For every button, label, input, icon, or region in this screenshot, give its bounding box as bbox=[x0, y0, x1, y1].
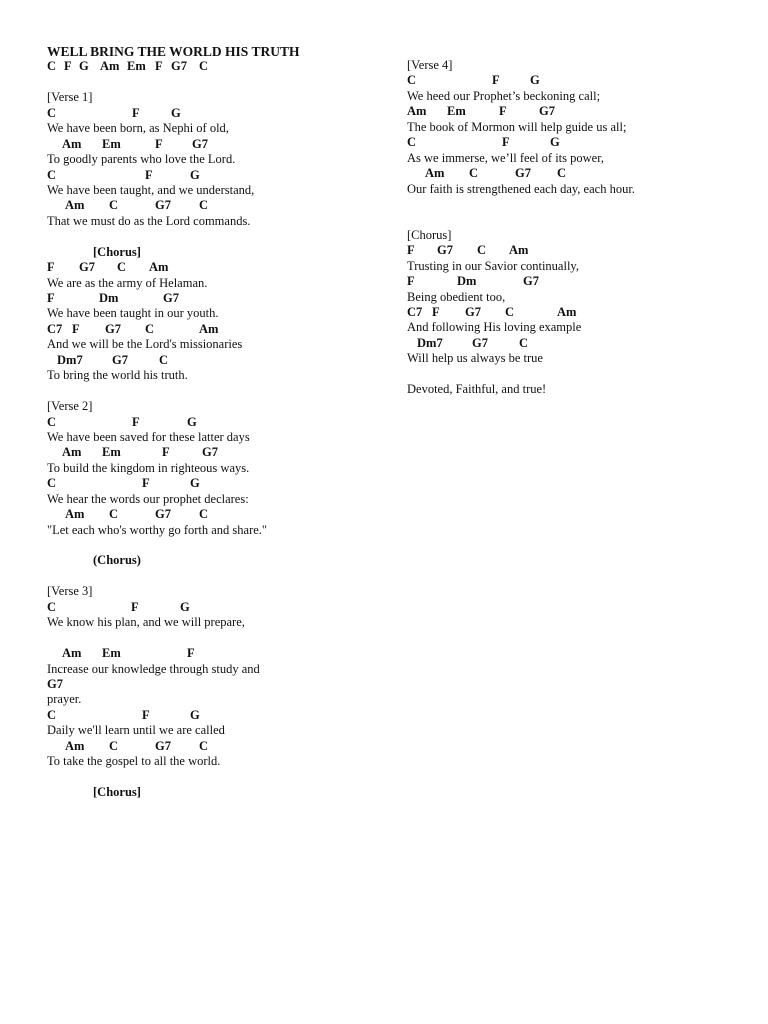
chord-line bbox=[47, 415, 377, 430]
chord: F bbox=[72, 321, 80, 336]
lyric-line: To build the kingdom in righteous ways. bbox=[47, 460, 250, 475]
lyric-line: Our faith is strengthened each day, each hour. bbox=[407, 181, 635, 196]
lyric-line: prayer. bbox=[47, 692, 82, 707]
chord: Dm7 bbox=[57, 352, 83, 367]
lyric-line: Increase our knowledge through study and bbox=[47, 661, 260, 676]
lyric-line: To bring the world his truth. bbox=[47, 368, 188, 383]
chord: G bbox=[187, 414, 197, 429]
section-label: [Verse 1] bbox=[47, 90, 93, 105]
chord: G bbox=[171, 105, 181, 120]
chord: C bbox=[407, 135, 417, 150]
blank-line bbox=[47, 770, 377, 785]
chord: Em bbox=[102, 646, 121, 661]
lyric-line: To take the gospel to all the world. bbox=[47, 754, 221, 769]
chord-line bbox=[407, 305, 737, 320]
chord: F bbox=[407, 274, 415, 289]
lyric-line: Trusting in our Savior continually, bbox=[407, 258, 579, 273]
chord: F bbox=[145, 167, 153, 182]
chord: G7 bbox=[515, 166, 531, 181]
chord: G7 bbox=[202, 445, 218, 460]
blank-line bbox=[47, 229, 377, 244]
chord: F bbox=[432, 305, 440, 319]
lyric-line: And following His loving example bbox=[407, 320, 582, 335]
chord: C bbox=[407, 73, 417, 88]
chord-line bbox=[47, 708, 377, 723]
lyric-line: Will help us always be true bbox=[407, 351, 543, 366]
lyric-line: As we immerse, we’ll feel of its power, bbox=[407, 150, 605, 165]
chord-line bbox=[47, 291, 377, 306]
chord: G bbox=[79, 59, 89, 74]
chord: Dm7 bbox=[417, 335, 443, 350]
chord: C bbox=[199, 738, 209, 753]
lyric-line: We are as the army of Helaman. bbox=[47, 275, 208, 290]
chord-line bbox=[407, 336, 737, 351]
chord: C bbox=[199, 507, 209, 522]
chord: Am bbox=[407, 104, 427, 119]
chord-line bbox=[47, 260, 377, 275]
chord-line bbox=[47, 198, 377, 213]
chord: Am bbox=[557, 305, 577, 319]
chord-line bbox=[47, 600, 377, 615]
chord: G bbox=[190, 707, 200, 722]
chord: G7 bbox=[112, 352, 128, 367]
lyric-line: And we will be the Lord's missionaries bbox=[47, 337, 243, 352]
chord: Em bbox=[127, 59, 146, 74]
chord: G7 bbox=[472, 335, 488, 350]
chord: C bbox=[47, 59, 57, 74]
chord: F bbox=[407, 243, 415, 258]
chord-line bbox=[407, 166, 737, 181]
chord: Am bbox=[100, 59, 120, 74]
chord: G bbox=[190, 167, 200, 182]
chorus-label: (Chorus) bbox=[93, 553, 141, 568]
chord: C7 bbox=[407, 305, 423, 319]
chord: Em bbox=[447, 104, 466, 119]
chord: C bbox=[469, 166, 479, 181]
chord-line bbox=[47, 476, 377, 491]
chord: G7 bbox=[163, 291, 179, 305]
chord-line bbox=[47, 646, 377, 661]
blank-line bbox=[47, 384, 377, 399]
chord: C bbox=[477, 243, 487, 258]
lyric-line: We have been saved for these latter days bbox=[47, 429, 250, 444]
chord: G7 bbox=[155, 738, 171, 753]
chord: F bbox=[64, 59, 72, 74]
chord: G7 bbox=[79, 260, 95, 275]
chord: F bbox=[47, 291, 55, 305]
song-title: WELL BRING THE WORLD HIS TRUTH bbox=[47, 44, 300, 59]
chord: C bbox=[159, 352, 169, 367]
chord: Am bbox=[65, 198, 85, 213]
chord: F bbox=[155, 59, 163, 74]
chord: G7 bbox=[105, 321, 121, 336]
chorus-label: [Chorus] bbox=[93, 244, 141, 259]
lyric-line: Devoted, Faithful, and true! bbox=[407, 382, 547, 397]
lyric-line: We know his plan, and we will prepare, bbox=[47, 615, 245, 630]
chord: G7 bbox=[171, 59, 187, 74]
lyric-line: We have been born, as Nephi of old, bbox=[47, 121, 229, 136]
right-column bbox=[407, 58, 737, 398]
chord: G bbox=[550, 135, 560, 150]
chord-line bbox=[407, 104, 737, 119]
lyric-line: "Let each who's worthy go forth and share." bbox=[47, 522, 268, 537]
lyric-line: To goodly parents who love the Lord. bbox=[47, 152, 236, 167]
chord: C bbox=[557, 166, 567, 181]
chord: G7 bbox=[539, 104, 555, 119]
chord: C bbox=[47, 599, 57, 614]
chord: F bbox=[142, 476, 150, 491]
lyric-line: Daily we'll learn until we are called bbox=[47, 723, 225, 738]
chord-line bbox=[47, 353, 377, 368]
blank-line bbox=[47, 75, 377, 90]
chord: C7 bbox=[47, 321, 63, 336]
chord: F bbox=[132, 414, 140, 429]
lyric-line: We have been taught in our youth. bbox=[47, 306, 219, 321]
chord: Am bbox=[199, 321, 219, 336]
chord: F bbox=[502, 135, 510, 150]
chord: C bbox=[109, 738, 119, 753]
chord: F bbox=[142, 707, 150, 722]
chord-line bbox=[407, 274, 737, 289]
chord: F bbox=[499, 104, 507, 119]
chord: Am bbox=[509, 243, 529, 258]
chord-line bbox=[407, 135, 737, 150]
chord-line bbox=[47, 106, 377, 121]
blank-line bbox=[47, 569, 377, 584]
chord: C bbox=[505, 305, 515, 319]
chord: F bbox=[162, 445, 170, 460]
blank-line bbox=[407, 367, 737, 382]
chord: Am bbox=[62, 646, 82, 661]
chord: C bbox=[47, 476, 57, 491]
chord-line bbox=[47, 739, 377, 754]
left-column bbox=[47, 44, 377, 800]
section-label: [Verse 4] bbox=[407, 58, 453, 72]
chord: C bbox=[109, 198, 119, 213]
chord: C bbox=[117, 260, 127, 275]
chorus-label: [Chorus] bbox=[93, 785, 141, 799]
section-label: [Chorus] bbox=[407, 227, 452, 242]
section-label: [Verse 2] bbox=[47, 399, 93, 414]
chord: Am bbox=[62, 136, 82, 151]
chord: Dm bbox=[457, 274, 477, 289]
chord: G7 bbox=[192, 136, 208, 151]
chord: C bbox=[199, 198, 209, 213]
chord-line bbox=[47, 168, 377, 183]
chord: F bbox=[132, 105, 140, 120]
chord: Dm bbox=[99, 291, 119, 305]
chord: C bbox=[199, 59, 209, 74]
chord: G7 bbox=[47, 676, 63, 691]
chord-line bbox=[47, 137, 377, 152]
chord: C bbox=[109, 507, 119, 522]
lyric-line: We heed our Prophet’s beckoning call; bbox=[407, 88, 601, 103]
chord: Am bbox=[65, 507, 85, 522]
chord: Am bbox=[62, 445, 82, 460]
chord: C bbox=[519, 335, 529, 350]
chord: Am bbox=[425, 166, 445, 181]
lyric-line: We hear the words our prophet declares: bbox=[47, 491, 249, 506]
chord: G bbox=[190, 476, 200, 491]
lyric-line: Being obedient too, bbox=[407, 289, 506, 304]
chord-line bbox=[47, 507, 377, 522]
chord: F bbox=[155, 136, 163, 151]
chord: Am bbox=[149, 260, 169, 275]
chord: F bbox=[187, 646, 195, 661]
chord-line bbox=[407, 73, 737, 88]
chord: G7 bbox=[155, 507, 171, 522]
chord: F bbox=[47, 260, 55, 275]
chord: G bbox=[180, 599, 190, 614]
chord: C bbox=[47, 167, 57, 182]
chord: G7 bbox=[155, 198, 171, 213]
chord: C bbox=[47, 414, 57, 429]
chord: C bbox=[47, 707, 57, 722]
blank-line bbox=[407, 212, 737, 227]
chord: G7 bbox=[523, 274, 539, 289]
lyric-line: The book of Mormon will help guide us all; bbox=[407, 119, 627, 134]
chord: F bbox=[492, 73, 500, 88]
chord-line bbox=[47, 59, 377, 74]
chord: Em bbox=[102, 445, 121, 460]
chord: Am bbox=[65, 738, 85, 753]
chord-line bbox=[47, 445, 377, 460]
blank-line bbox=[407, 197, 737, 212]
section-label: [Verse 3] bbox=[47, 584, 93, 599]
chord: F bbox=[131, 599, 139, 614]
chord-line bbox=[47, 322, 377, 337]
chord: G bbox=[530, 73, 540, 88]
blank-line bbox=[47, 631, 377, 646]
chord: G7 bbox=[437, 243, 453, 258]
chord: G7 bbox=[465, 305, 481, 319]
chord: Em bbox=[102, 136, 121, 151]
chord: C bbox=[47, 105, 57, 120]
chord-line bbox=[407, 243, 737, 258]
chord-line bbox=[47, 677, 377, 692]
lyric-line: We have been taught, and we understand, bbox=[47, 182, 255, 197]
lyric-line: That we must do as the Lord commands. bbox=[47, 213, 251, 228]
blank-line bbox=[47, 538, 377, 553]
chord: C bbox=[145, 321, 155, 336]
